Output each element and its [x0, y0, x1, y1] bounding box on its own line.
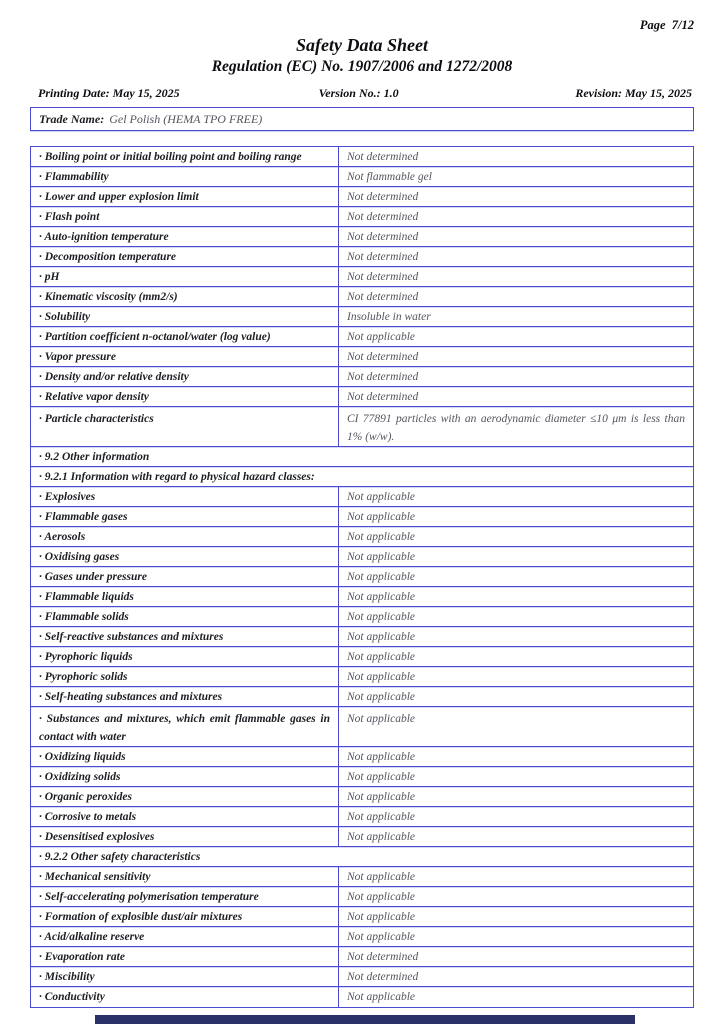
- table-row: [31, 567, 693, 587]
- table-row: [31, 327, 693, 347]
- property-value: Not determined: [347, 190, 419, 203]
- property-label: · Self-heating substances and mixtures: [31, 687, 339, 706]
- property-label: · Vapor pressure: [31, 347, 339, 366]
- property-value: Not determined: [347, 950, 419, 963]
- property-label: · Acid/alkaline reserve: [31, 927, 339, 946]
- property-label: · Flammable gases: [31, 507, 339, 526]
- property-label: · Relative vapor density: [31, 387, 339, 406]
- property-value: Not applicable: [347, 810, 416, 823]
- property-value: Not applicable: [347, 750, 416, 763]
- table-row: [31, 247, 693, 267]
- revision-date: Revision: May 15, 2025: [575, 86, 692, 100]
- property-value: Not applicable: [347, 330, 416, 343]
- property-value: Not applicable: [347, 910, 416, 923]
- table-row: [31, 807, 693, 827]
- property-label: · Mechanical sensitivity: [31, 867, 339, 886]
- property-value: Not determined: [347, 270, 419, 283]
- property-label: · Flash point: [31, 207, 339, 226]
- property-label: · Corrosive to metals: [31, 807, 339, 826]
- property-value: Not applicable: [347, 870, 416, 883]
- property-label: · Substances and mixtures, which emit flammable gases in contact with water: [31, 707, 339, 746]
- property-value: Not applicable: [347, 670, 416, 683]
- property-value: Not applicable: [347, 610, 416, 623]
- property-label: · Formation of explosible dust/air mixtures: [31, 907, 339, 926]
- property-label: · Pyrophoric solids: [31, 667, 339, 686]
- table-row: [31, 267, 693, 287]
- property-value: Not applicable: [347, 630, 416, 643]
- property-label: · Flammable solids: [31, 607, 339, 626]
- section-header-row: [31, 467, 693, 487]
- property-label: · Aerosols: [31, 527, 339, 546]
- property-label: · Miscibility: [31, 967, 339, 986]
- table-row: [31, 287, 693, 307]
- table-row: [31, 347, 693, 367]
- version-number: Version No.: 1.0: [318, 86, 399, 100]
- table-row: [31, 527, 693, 547]
- table-row: [31, 507, 693, 527]
- section-title: · 9.2.1 Information with regard to physical hazard classes:: [39, 470, 315, 483]
- property-value: Not applicable: [347, 770, 416, 783]
- property-label: · Particle characteristics: [31, 407, 339, 446]
- table-row: [31, 907, 693, 927]
- section-title: · 9.2 Other information: [39, 450, 150, 463]
- table-row: [31, 367, 693, 387]
- property-label: · Pyrophoric liquids: [31, 647, 339, 666]
- property-value: Not applicable: [347, 590, 416, 603]
- document-title: Safety Data Sheet: [296, 35, 428, 55]
- property-value: Not determined: [347, 150, 419, 163]
- table-row: [31, 227, 693, 247]
- property-label: · Auto-ignition temperature: [31, 227, 339, 246]
- property-label: · Density and/or relative density: [31, 367, 339, 386]
- table-row: [31, 387, 693, 407]
- table-row: [31, 587, 693, 607]
- property-value: Not determined: [347, 230, 419, 243]
- document-subtitle: Regulation (EC) No. 1907/2006 and 1272/2008: [211, 58, 513, 75]
- property-value: Not determined: [347, 370, 419, 383]
- property-label: · Desensitised explosives: [31, 827, 339, 846]
- property-label: · Flammable liquids: [31, 587, 339, 606]
- property-label: · Explosives: [31, 487, 339, 506]
- table-row: [31, 547, 693, 567]
- property-value: Not applicable: [347, 890, 416, 903]
- table-row: [31, 947, 693, 967]
- property-value: Not determined: [347, 290, 419, 303]
- table-row: [31, 707, 693, 747]
- table-row: [31, 627, 693, 647]
- property-value: Not applicable: [347, 490, 416, 503]
- property-label: · Decomposition temperature: [31, 247, 339, 266]
- table-row: [31, 207, 693, 227]
- table-row: [31, 167, 693, 187]
- property-label: · Kinematic viscosity (mm2/s): [31, 287, 339, 306]
- table-row: [31, 967, 693, 987]
- property-label: · Conductivity: [31, 987, 339, 1007]
- table-row: [31, 827, 693, 847]
- property-value: Not applicable: [347, 570, 416, 583]
- physical-properties-table: [30, 146, 694, 1008]
- footer-bar: [95, 1015, 635, 1024]
- table-row: [31, 767, 693, 787]
- property-label: · Organic peroxides: [31, 787, 339, 806]
- property-label: · Lower and upper explosion limit: [31, 187, 339, 206]
- section-header-row: [31, 447, 693, 467]
- table-row: [31, 867, 693, 887]
- property-value: Not applicable: [347, 510, 416, 523]
- trade-name-label: Trade Name:: [39, 111, 105, 126]
- property-value: Not applicable: [347, 712, 416, 725]
- property-label: · Self-accelerating polymerisation temperature: [31, 887, 339, 906]
- property-value: Insoluble in water: [347, 310, 431, 323]
- trade-name-value: Gel Polish (HEMA TPO FREE): [109, 111, 263, 126]
- table-row: [31, 647, 693, 667]
- section-title: · 9.2.2 Other safety characteristics: [39, 850, 201, 863]
- property-value: Not determined: [347, 350, 419, 363]
- property-label: · Solubility: [31, 307, 339, 326]
- property-value: Not applicable: [347, 930, 416, 943]
- property-label: · Self-reactive substances and mixtures: [31, 627, 339, 646]
- property-label: · Gases under pressure: [31, 567, 339, 586]
- table-row: [31, 927, 693, 947]
- property-label: · Flammability: [31, 167, 339, 186]
- property-value: Not applicable: [347, 550, 416, 563]
- table-row: [31, 407, 693, 447]
- property-label: · Oxidizing liquids: [31, 747, 339, 766]
- table-row: [31, 687, 693, 707]
- property-value: Not determined: [347, 250, 419, 263]
- table-row: [31, 987, 693, 1007]
- printing-date: Printing Date: May 15, 2025: [38, 86, 180, 100]
- table-row: [31, 667, 693, 687]
- property-value: Not applicable: [347, 690, 416, 703]
- property-label: · Oxidizing solids: [31, 767, 339, 786]
- property-value: Not flammable gel: [347, 170, 432, 183]
- property-label: · Oxidising gases: [31, 547, 339, 566]
- table-row: [31, 747, 693, 767]
- property-value: Not determined: [347, 210, 419, 223]
- table-row: [31, 147, 693, 167]
- document-meta-row: [38, 86, 692, 100]
- property-value: CI 77891 particles with an aerodynamic diameter ≤10 μm is less than 1% (w/w).: [347, 412, 685, 443]
- property-value: Not applicable: [347, 830, 416, 843]
- property-value: Not applicable: [347, 790, 416, 803]
- page-number-label: Page 7/12: [639, 18, 694, 32]
- section-header-row: [31, 847, 693, 867]
- trade-name-box: [30, 107, 694, 131]
- property-label: · Boiling point or initial boiling point and boiling range: [31, 147, 339, 166]
- property-value: Not determined: [347, 970, 419, 983]
- table-row: [31, 607, 693, 627]
- property-value: Not applicable: [347, 530, 416, 543]
- table-row: [31, 887, 693, 907]
- table-row: [31, 787, 693, 807]
- table-row: [31, 487, 693, 507]
- property-value: Not applicable: [347, 650, 416, 663]
- table-row: [31, 187, 693, 207]
- property-label: · Partition coefficient n-octanol/water (log value): [31, 327, 339, 346]
- property-value: Not determined: [347, 390, 419, 403]
- property-label: · Evaporation rate: [31, 947, 339, 966]
- property-label: · pH: [31, 267, 339, 286]
- property-value: Not applicable: [347, 991, 416, 1003]
- table-row: [31, 307, 693, 327]
